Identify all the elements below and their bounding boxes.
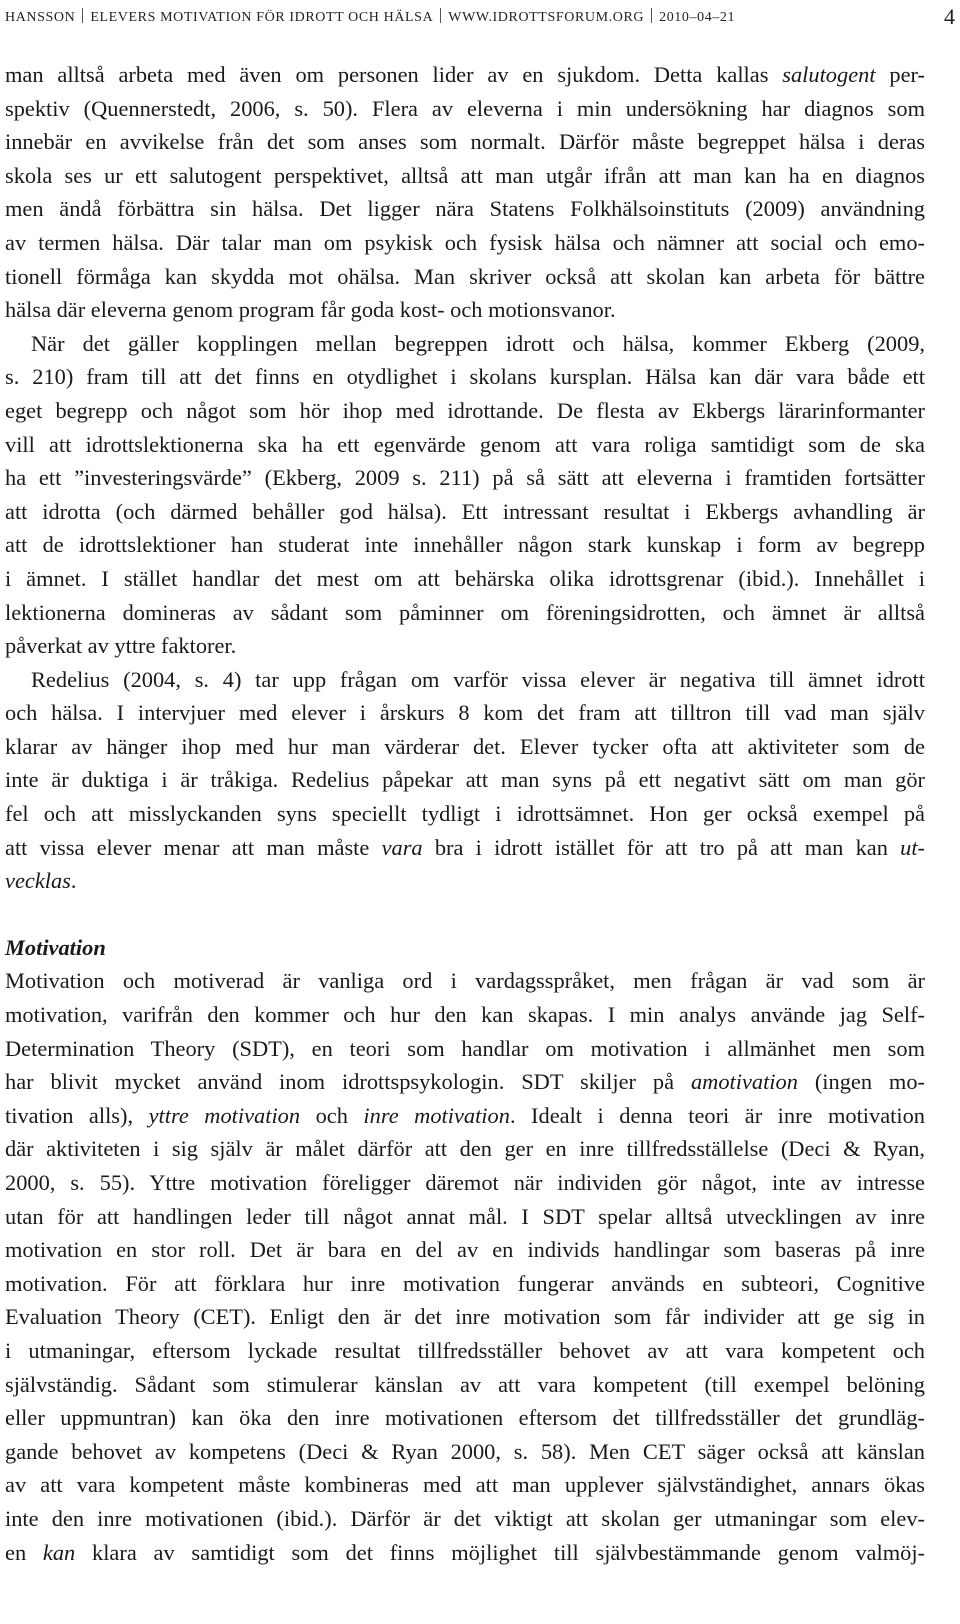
text-line: hälsa där eleverna genom program får goda kost- och motionsvanor.: [5, 297, 616, 323]
text-line: att idrotta (och därmed behåller god hälsa). Ett intressant resultat i Ekbergs avhandling är: [5, 498, 925, 524]
text-line: inte den inre motivationen (ibid.). Därför är det viktigt att skolan ger utmaningar som elev-: [5, 1505, 925, 1531]
text-line: innebär en avvikelse från det som anses som normalt. Därför måste begreppet hälsa i deras: [5, 129, 925, 155]
text-line: Redelius (2004, s. 4) tar upp frågan om varför vissa elever är negativa till ämnet idrott: [31, 666, 925, 692]
text-line: utan för att handlingen leder till något annat mål. I SDT spelar alltså utvecklingen av inre: [5, 1203, 925, 1229]
text-line: av termen hälsa. Där talar man om psykisk och fysisk hälsa och nämner att social och emo-: [5, 229, 925, 255]
paragraph-redelius: [5, 663, 925, 898]
text-line: att de idrottslektioner han studerat inte innehåller någon stark kunskap i form av begrepp: [5, 532, 925, 558]
text-line: spektiv (Quennerstedt, 2006, s. 50). Flera av eleverna i min undersökning har diagnos som: [5, 95, 925, 121]
text-line: ha ett ”investeringsvärde” (Ekberg, 2009 s. 211) på så sätt att eleverna i framtiden fortsätter: [5, 465, 925, 491]
text-line: vecklas.: [5, 868, 77, 894]
text-line: fel och att misslyckanden syns speciellt tydligt i idrottsämnet. Hon ger också exempel på: [5, 801, 925, 827]
text-line: Motivation och motiverad är vanliga ord i vardagsspråket, men frågan är vad som är: [5, 968, 925, 994]
text-line: har blivit mycket använd inom idrottspsykologin. SDT skiljer på amotivation (ingen mo-: [5, 1069, 926, 1095]
text-line: klarar av hänger ihop med hur man värderar det. Elever tycker ofta att aktiviteter som de: [5, 733, 925, 759]
header-site: WWW.IDROTTSFORUM.ORG: [448, 10, 645, 25]
running-header: [5, 4, 955, 30]
text-line: eller uppmuntran) kan öka den inre motivationen eftersom det tillfredsställer det grundläg-: [5, 1405, 925, 1431]
text-line: men ändå förbättra sin hälsa. Det ligger nära Statens Folkhälsoinstituts (2009) användning: [5, 196, 925, 222]
header-title: ELEVERS MOTIVATION FÖR IDROTT OCH HÄLSA: [90, 10, 434, 25]
header-author: HANSSON: [5, 10, 76, 25]
section-heading: Motivation: [5, 934, 106, 960]
paragraph-salutogent: [5, 58, 925, 327]
text-line: där aktiviteten i sig själv är målet därför att den ger en inre tillfredsställelse (Deci & Ryan,: [5, 1136, 925, 1162]
text-line: lektionerna domineras av sådant som påminner om föreningsidrotten, och ämnet är alltså: [5, 599, 925, 625]
text-line: gande behovet av kompetens (Deci & Ryan 2000, s. 58). Men CET säger också att känslan: [5, 1438, 925, 1464]
text-line: påverkat av yttre faktorer.: [5, 633, 237, 659]
header-separator: [440, 8, 441, 23]
text-line: skola ses ur ett salutogent perspektivet, alltså att man utgår ifrån att man kan ha en diagnos: [5, 162, 925, 188]
text-line: Determination Theory (SDT), en teori som handlar om motivation i allmänhet men som: [5, 1035, 925, 1061]
text-line: Evaluation Theory (CET). Enligt den är det inre motivation som får individer att ge sig in: [5, 1304, 925, 1330]
text-line: inte är duktiga i är tråkiga. Redelius påpekar att man syns på ett negativt sätt om man gör: [5, 767, 925, 793]
text-line: att vissa elever menar att man måste vara bra i idrott istället för att tro på att man kan ut-: [5, 834, 926, 860]
text-line: i utmaningar, eftersom lyckade resultat tillfredsställer behovet av att vara kompetent och: [5, 1337, 925, 1363]
text-line: vill att idrottslektionerna ska ha ett egenvärde genom att vara roliga samtidigt som de ska: [5, 431, 925, 457]
text-line: man alltså arbeta med även om personen lider av en sjukdom. Detta kallas salutogent per-: [5, 62, 925, 87]
text-line: av att vara kompetent måste kombineras med att man upplever självständighet, annars ökas: [5, 1472, 925, 1498]
text-line: och hälsa. I intervjuer med elever i årskurs 8 kom det fram att tilltron till vad man själv: [5, 700, 925, 726]
header-separator: [651, 8, 652, 23]
header-date: 2010–04–21: [659, 10, 736, 25]
text-line: en kan klara av samtidigt som det finns möjlighet till självbestämmande genom valmöj-: [5, 1539, 925, 1565]
header-separator: [82, 8, 83, 23]
paragraph-motivation: [5, 964, 925, 1569]
paragraph-ekberg: [5, 327, 925, 663]
text-line: När det gäller kopplingen mellan begreppen idrott och hälsa, kommer Ekberg (2009,: [31, 330, 925, 356]
text-line: 2000, s. 55). Yttre motivation föreligger däremot när individen gör något, inte av intresse: [5, 1170, 925, 1195]
text-line: i ämnet. I stället handlar det mest om att behärska olika idrottsgrenar (ibid.). Innehållet i: [5, 565, 925, 591]
article-body: [5, 58, 925, 1569]
text-line: tivation alls), yttre motivation och inre motivation. Idealt i denna teori är inre motivation: [5, 1102, 925, 1128]
page-number: 4: [944, 4, 955, 29]
text-line: eget begrepp och något som hör ihop med idrottande. De flesta av Ekbergs lärarinformanter: [5, 397, 925, 423]
text-line: s. 210) fram till att det finns en otydlighet i skolans kursplan. Hälsa kan där vara både ett: [5, 364, 925, 390]
text-line: självständig. Sådant som stimulerar känslan av att vara kompetent (till exempel belöning: [5, 1371, 925, 1397]
text-line: motivation en stor roll. Det är bara en del av en individs handlingar som baseras på inre: [5, 1237, 925, 1263]
text-line: tionell förmåga kan skydda mot ohälsa. Man skriver också att skolan kan arbeta för bättre: [5, 263, 925, 289]
header-runner: [5, 8, 735, 26]
text-line: motivation, varifrån den kommer och hur den kan skapas. I min analys använde jag Self-: [5, 1002, 925, 1028]
text-line: motivation. För att förklara hur inre motivation fungerar används en subteori, Cognitive: [5, 1270, 925, 1296]
